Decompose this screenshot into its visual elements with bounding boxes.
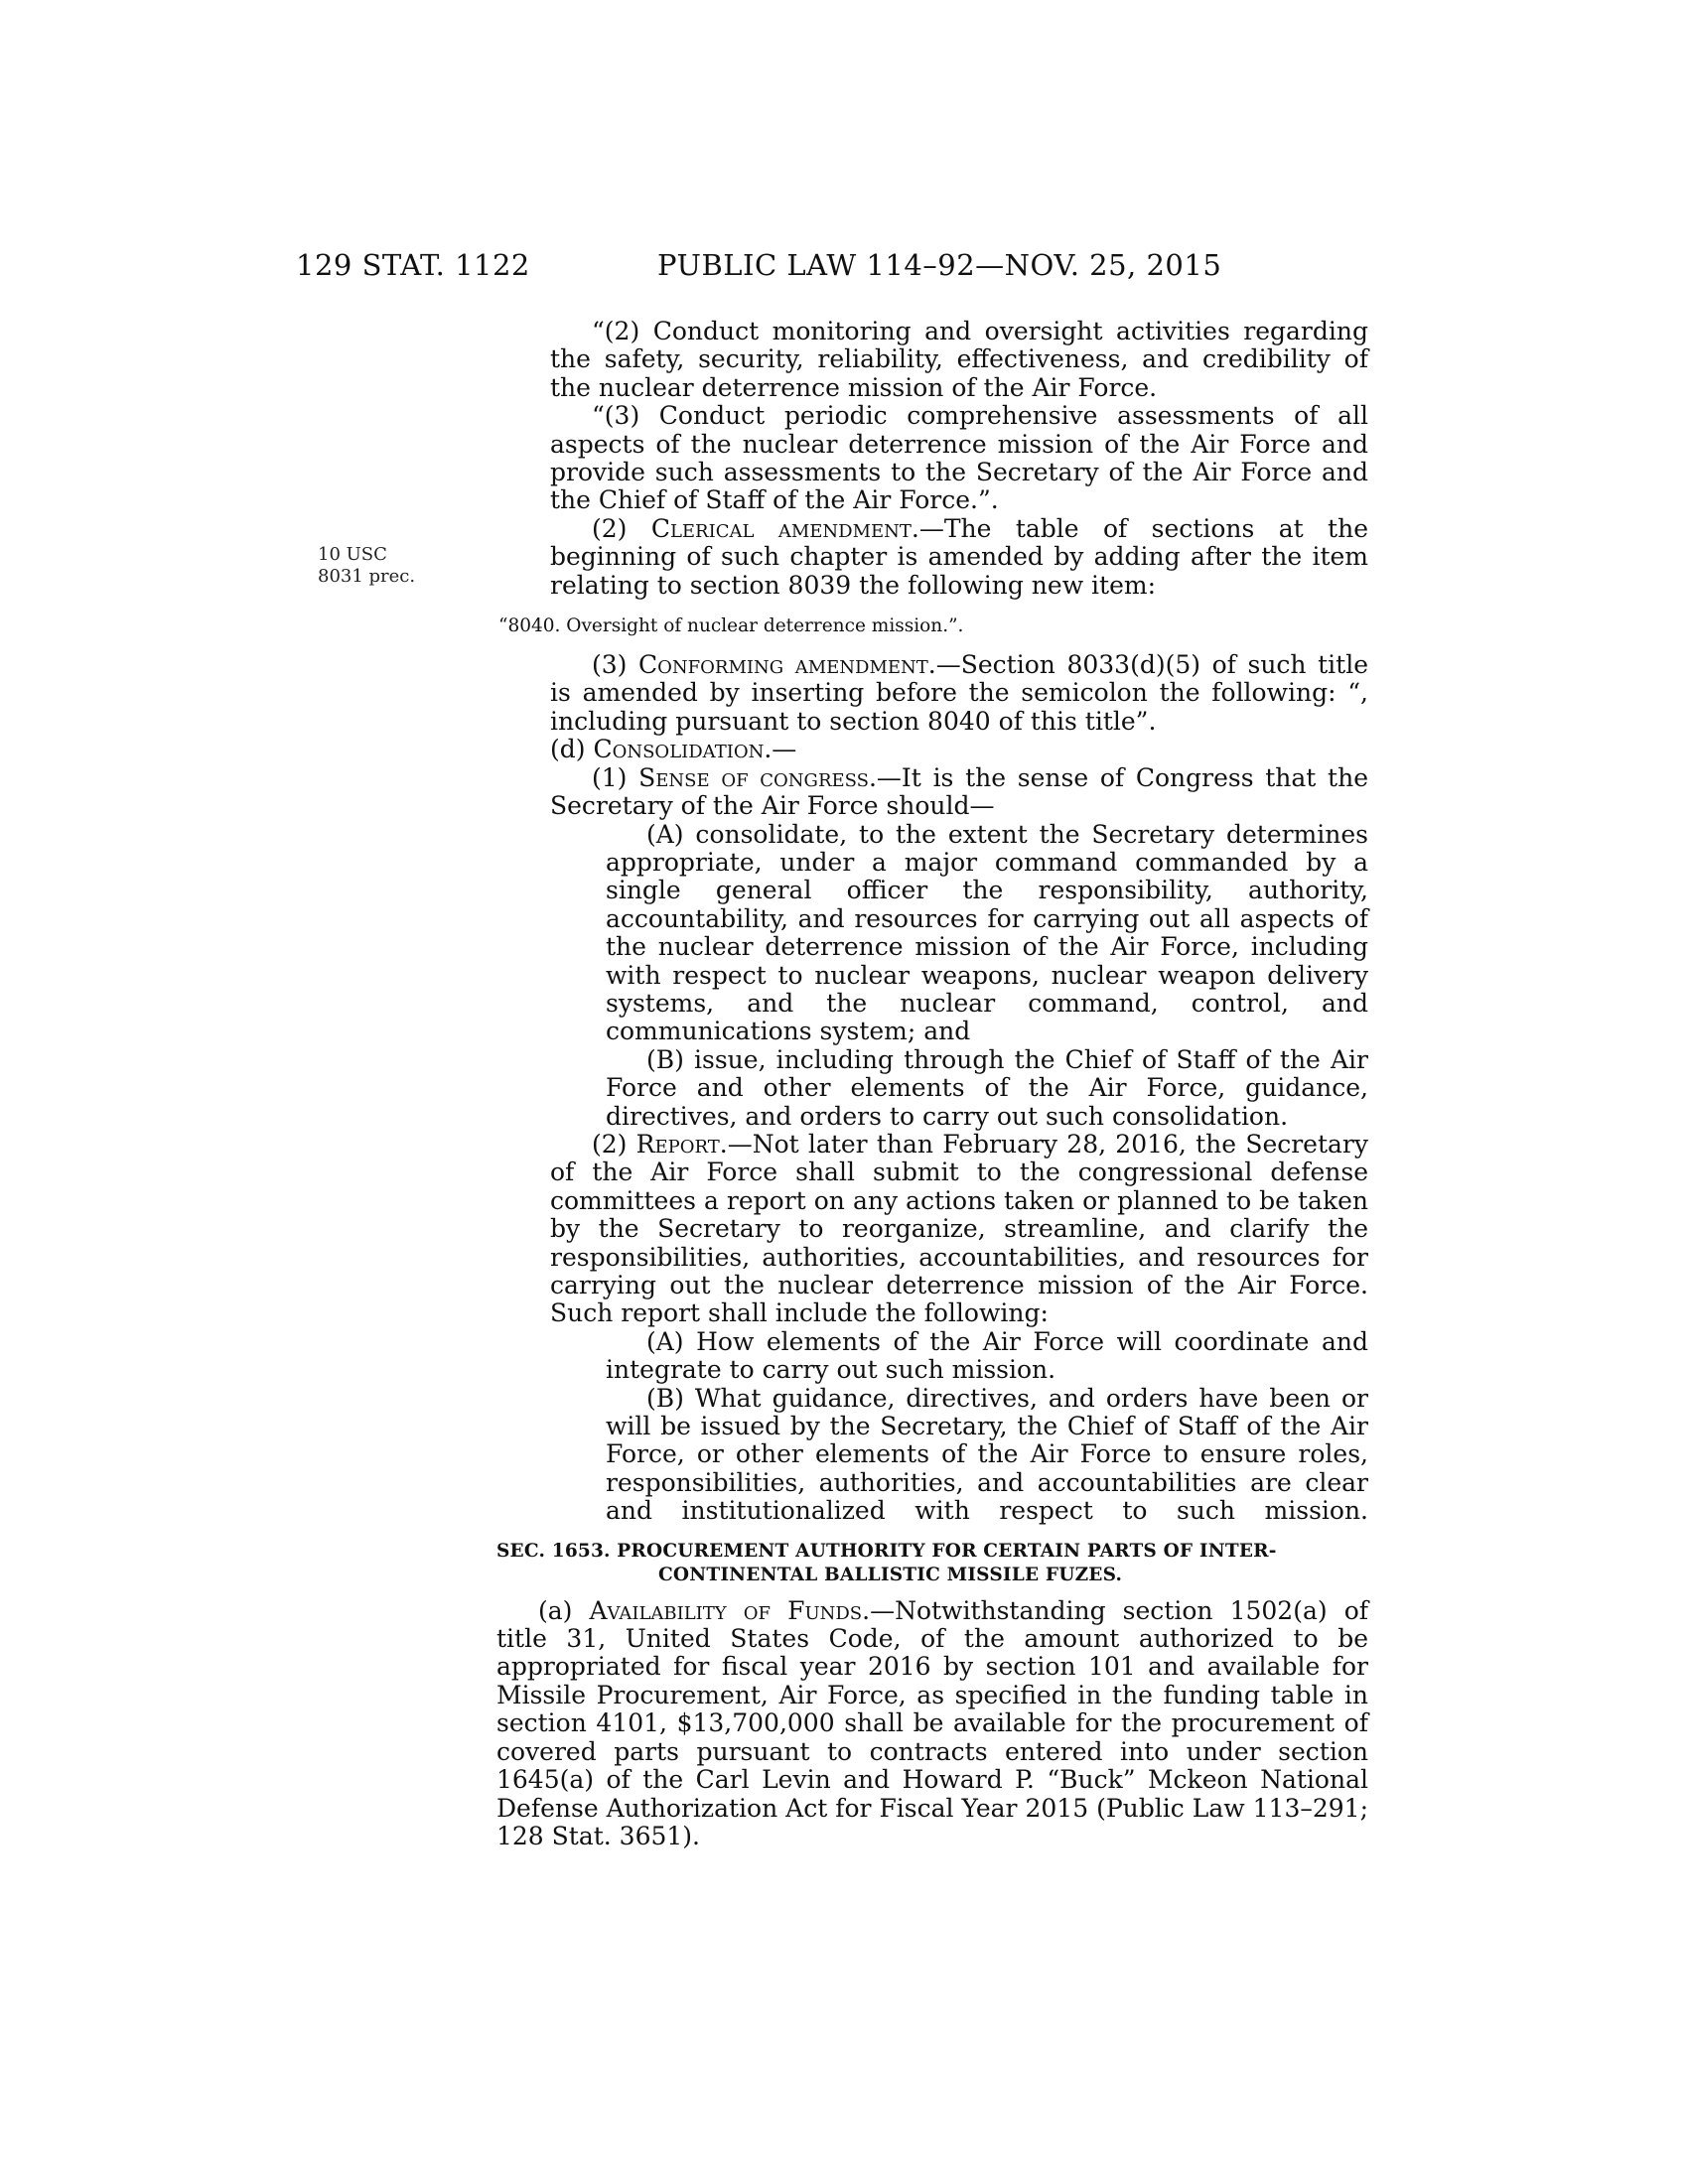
report-clause-b: (B) What guidance, directives, and orders have been or will be issued by the Secretary, the Chief of Staff of the Air Force, or other elements of the Air Force to ensure roles, responsibilities, authorities, and accountabilities are clear and institutionalized with respect to such mission. <box>606 1383 1368 1526</box>
availability-of-funds <box>496 1597 1368 1851</box>
conforming-num: (3) <box>592 650 639 680</box>
margin-note-line2: 8031 prec. <box>318 566 416 587</box>
a-heading: Availability of Funds <box>589 1595 863 1625</box>
conforming-heading: Conforming amendment <box>638 650 928 680</box>
conforming-amendment <box>550 651 1368 736</box>
report-heading: Report <box>635 1129 720 1159</box>
sense-num: (1) <box>592 762 639 792</box>
d-num: (d) <box>550 735 594 764</box>
conforming-text: .—Section 8033(d)(5) of such title is amended by inserting before the semicolon the following: “, including pursuant to section 8040 of this title”. <box>550 650 1368 736</box>
section-heading-line2: CONTINENTAL BALLISTIC MISSILE FUZES. <box>658 1564 1123 1585</box>
report-text: .—Not later than February 28, 2016, the Secretary of the Air Force shall submit to the congressional defense committees a report on any actions taken or planned to be taken by the Secretary to reorganize, streamline, and clarify the responsibilities, authorities, accountabilities, and resources for carrying out the nuclear deterrence mission of the Air Force. Such report shall include the following: <box>550 1129 1369 1328</box>
sense-heading: Sense of congress <box>638 762 869 792</box>
paragraph-2: “(2) Conduct monitoring and oversight activities regarding the safety, security, reliability, effectiveness, and credibility of the nuclear deterrence mission of the Air Force. <box>550 317 1368 402</box>
section-1653-body <box>496 1597 1368 1851</box>
margin-note-line1: 10 USC <box>318 544 387 565</box>
clerical-heading: Clerical amendment <box>650 513 912 543</box>
section-1653-heading <box>496 1540 1370 1587</box>
a-text: .—Notwithstanding section 1502(a) of title 31, United States Code, of the amount authorized to be appropriated for fiscal year 2016 by section 101 and available for Missile Procurement, Air Force, as specified in the funding table in section 4101, $13,700,000 shall be available for the procurement of covered parts pursuant to contracts entered into under section 1645(a) of the Carl Levin and Howard P. “Buck” Mckeon National Defense Authorization Act for Fiscal Year 2015 (Public Law 113–291; 128 Stat. 3651). <box>496 1595 1369 1850</box>
table-of-sections-item: “8040. Oversight of nuclear deterrence mission.”. <box>498 615 964 637</box>
report-clause-a: (A) How elements of the Air Force will coordinate and integrate to carry out such mission. <box>606 1326 1368 1385</box>
sense-clause-a: (A) consolidate, to the extent the Secretary determines appropriate, under a major command commanded by a single general officer the responsibility, authority, accountability, and resources for carrying out all aspects of the nuclear deterrence mission of the Air Force, including with respect to nuclear weapons, nuclear weapon delivery systems, and the nuclear command, control, and communications system; and <box>606 819 1368 1046</box>
sense-of-congress <box>550 764 1368 821</box>
stat-page-number: 129 STAT. 1122 <box>296 248 530 282</box>
page-header <box>0 248 1688 288</box>
clerical-num: (2) <box>592 513 651 543</box>
running-head: PUBLIC LAW 114–92—NOV. 25, 2015 <box>657 248 1222 282</box>
section-heading-line1: SEC. 1653. PROCUREMENT AUTHORITY FOR CERTAIN PARTS OF INTER- <box>496 1540 1277 1562</box>
paragraph-3: “(3) Conduct periodic comprehensive assessments of all aspects of the nuclear deterrence mission of the Air Force and provide such assessments to the Secretary of the Air Force and the Chief of Staff of the Air Force.”. <box>550 401 1368 515</box>
d-heading: Consolidation <box>593 735 765 764</box>
page-body <box>496 317 1369 1850</box>
consolidation-subsection <box>550 736 1368 763</box>
report-paragraph <box>550 1131 1368 1328</box>
clerical-amendment <box>550 515 1368 600</box>
sense-text: .—It is the sense of Congress that the Secretary of the Air Force should— <box>550 762 1368 821</box>
a-num: (a) <box>538 1595 590 1625</box>
clerical-text: .—The table of sections at the beginning of such chapter is amended by adding after the item relating to section 8039 the following new item: <box>550 513 1368 600</box>
d-text: .— <box>764 735 797 764</box>
report-num: (2) <box>592 1129 636 1159</box>
sense-clause-b: (B) issue, including through the Chief of Staff of the Air Force and other elements of the Air Force, guidance, directives, and orders to carry out such consolidation. <box>606 1044 1368 1131</box>
margin-note <box>318 544 415 588</box>
